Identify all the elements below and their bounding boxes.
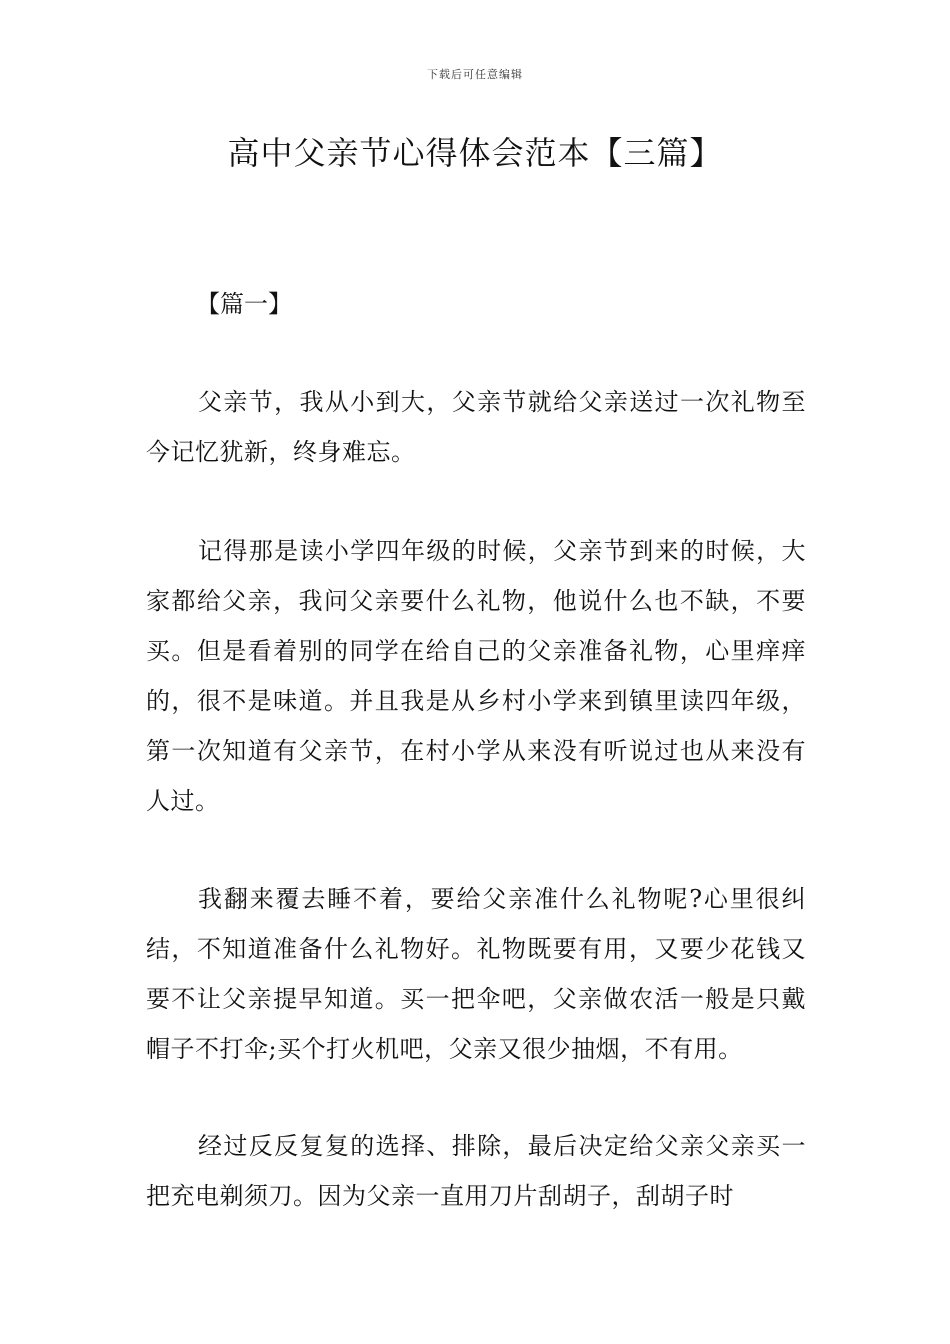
document-title: 高中父亲节心得体会范本【三篇】 xyxy=(227,134,723,172)
header-note: 下载后可任意编辑 xyxy=(427,68,523,81)
section-heading: 【篇一】 xyxy=(196,290,292,318)
paragraph-1: 父亲节，我从小到大，父亲节就给父亲送过一次礼物至今记忆犹新，终身难忘。 xyxy=(146,388,806,466)
paragraph-2: 记得那是读小学四年级的时候，父亲节到来的时候，大家都给父亲，我问父亲要什么礼物，他说什么也不缺，不要买。但是看着别的同学在给自己的父亲准备礼物，心里痒痒的，很不是味道。并且我是从乡村小学来到镇里读四年级，第一次知道有父亲节，在村小学从来没有听说过也从来没有人过。 xyxy=(146,537,806,815)
paragraph-3: 我翻来覆去睡不着，要给父亲准什么礼物呢?心里很纠结，不知道准备什么礼物好。礼物既要有用，又要少花钱又要不让父亲提早知道。买一把伞吧，父亲做农活一般是只戴帽子不打伞;买个打火机吧，父亲又很少抽烟，不有用。 xyxy=(146,885,806,1063)
paragraph-4: 经过反反复复的选择、排除，最后决定给父亲父亲买一把充电剃须刀。因为父亲一直用刀片刮胡子，刮胡子时 xyxy=(146,1132,806,1210)
